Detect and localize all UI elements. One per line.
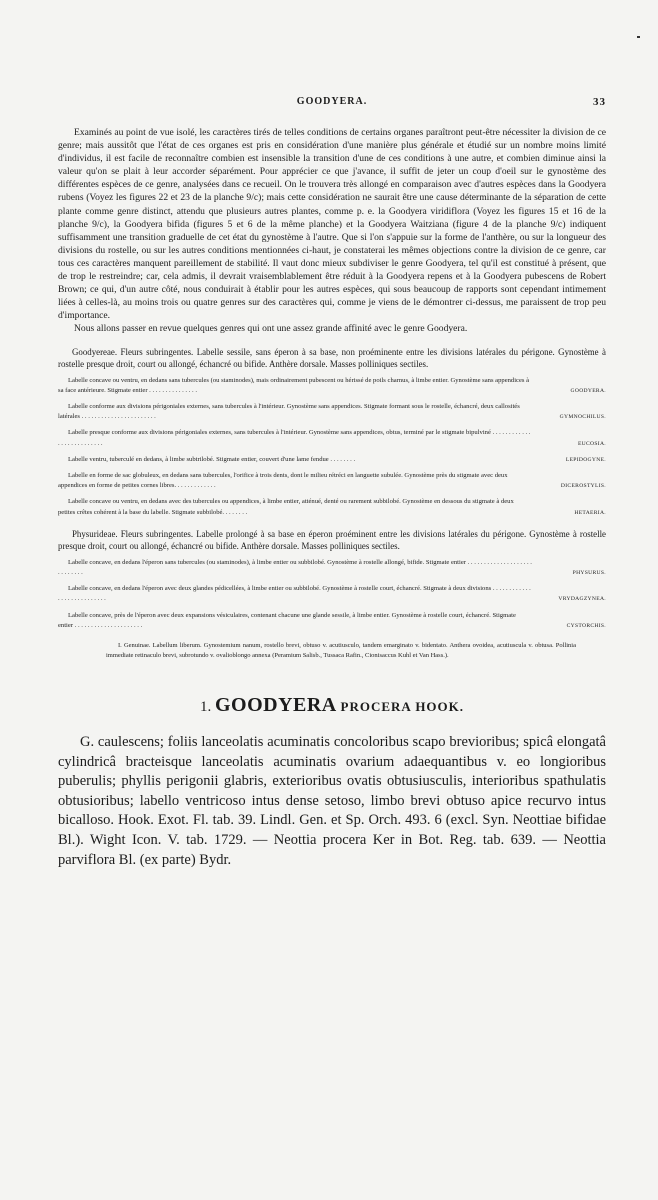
page-number: 33 xyxy=(593,96,606,108)
key-row xyxy=(58,471,606,491)
key-row-genus: EUCOSIA. xyxy=(577,440,606,447)
key-row xyxy=(58,402,606,422)
species-epithet: PROCERA HOOK. xyxy=(340,698,465,714)
key-row-text: Labelle conforme aux divisions périgoniales externes, sans tubercules à l'intérieur. Gynostème sans appendices. Stigmate formant sous le rostelle, échancré, deux callosités latérales . . . . . . . . . . . . . . . . . . . . . . . xyxy=(58,402,520,421)
key-row-text: Labelle ventru, tuberculé en dedans, à limbe subtrilobé. Stigmate entier, couvert d'une lame fendue . . . . . . . . xyxy=(68,455,356,463)
running-header xyxy=(58,96,606,112)
key-row-text: Labelle concave, en dedans l'éperon sans tubercules (ou staminodes), à limbe entier ou subbilobé. Gynostème à rostelle allongé, bifide. Stigmate entier . . . . . . . . . . . . . . . . . . . . . . . . . . . . xyxy=(58,558,532,576)
key-row-genus: GOODYERA. xyxy=(570,387,606,394)
key-row-genus: GYMNOCHILUS. xyxy=(559,414,606,421)
tribe-physurideae: Physurideae. Fleurs subringentes. Labelle prolongé à sa base en éperon proéminent entre les divisions latérales du périgone. Gynostème à rostelle presque droit, court ou allongé, échancré ou bifide. Anthère dorsale. Masses polliniques sectiles. xyxy=(58,528,606,551)
key-row xyxy=(58,558,606,578)
ink-speck xyxy=(637,36,640,38)
key-row-genus: VRYDAGZYNEA. xyxy=(558,596,606,603)
key-row xyxy=(58,428,606,448)
key-row-genus: LEPIDOGYNE. xyxy=(565,456,606,463)
intro-paragraph-2: Nous allons passer en revue quelques genres qui ont une assez grande affinité avec le genre Goodyera. xyxy=(74,323,468,335)
key-group-1 xyxy=(58,376,606,518)
key-row xyxy=(58,584,606,604)
key-row-genus: HETAERIA. xyxy=(574,509,606,516)
section-genuinae: I. Genuinae. Labellum liberum. Gynostemium nanum, rostello brevi, obtuso v. acutiusculo, tandem emarginato v. bidentato. Anthera ovoidea, acutiuscula v. obtusa. Pollinia immediate retinaculo brevi, subrotundo v. ovalioblongo annexa (Peramium Salisb., Tussaca Rafin., Cionisaccus Kuhl et Van Hass.). xyxy=(106,641,576,659)
key-row xyxy=(58,497,606,517)
tribe-goodyereae: Goodyereae. Fleurs subringentes. Labelle sessile, sans éperon à sa base, non proéminente entre les divisions latérales du périgone. Gynostème à rostelle presque droit, court ou allongé, échancré ou bifide. Anthère dorsale. Masses polliniques sectiles. xyxy=(58,346,606,369)
key-row-text: Labelle concave ou ventru, en dedans avec des tubercules ou appendices, à limbe entier, atténué, denté ou rarement subbilobé. Gynostème en dessous du stigmate à deux petites crêtes cohérent à la base du labelle. Stigmate subbilobé. . . . . . . . xyxy=(58,498,514,516)
key-row-text: Labelle presque conforme aux divisions périgoniales externes, sans tubercules à l'intérieur. Gynostème sans appendices, obtus, terminé par le stigmate bipulviné . . . . . . . . . . . . . . . . . . . . . . . . . . xyxy=(58,429,531,447)
species-genus: GOODYERA xyxy=(214,693,337,716)
key-row-text: Labelle concave ou ventru, en dedans sans tubercules (ou staminodes), mais ordinairement pubescent ou hérissé de poils charnus, à limbe entier. Gynostème sans appendices à sa face antérieure. Stigmate entier . . . . . . . . . . . . . . . xyxy=(58,376,530,394)
species-number: 1. xyxy=(199,698,212,715)
key-row-genus: CYSTORCHIS. xyxy=(566,622,606,629)
key-row-text: Labelle concave, près de l'éperon avec deux expansions vésiculaires, contenant chacune une glande sessile, à limbe entier. Gynostème à rostelle court, échancré. Stigmate entier . . . . . . . . . . . . . . . . . . . . . xyxy=(58,611,516,629)
key-row xyxy=(58,376,606,396)
key-row-genus: DICEROSTYLIS. xyxy=(560,483,606,490)
key-row xyxy=(58,611,606,631)
page xyxy=(58,96,606,870)
key-row-genus: PHYSURUS. xyxy=(572,569,606,576)
species-diagnosis: G. caulescens; foliis lanceolatis acuminatis concoloribus scapo brevioribus; spicâ elongatâ cylindricâ bracteisque lanceolatis acuminatis ovarium adaequantibus v. eo longioribus puberulis; phyllis perigonii glabris, exterioribus ovatis obtusiusculis, interioribus spathulatis obtusioribus; labello ventricoso intus dense setoso, limbo brevi obtuso apice recurvo intus bicalloso. Hook. Exot. Fl. tab. 39. Lindl. Gen. et Sp. Orch. 493. 6 (excl. Syn. Neottiae bifidae Bl.). Wight Icon. V. tab. 1729. — Neottia procera Ker in Bot. Reg. tab. 639. — Neottia parviflora Bl. (ex parte) Bydr. xyxy=(58,733,606,868)
key-group-2 xyxy=(58,558,606,631)
running-title: GOODYERA. xyxy=(296,96,368,107)
key-row xyxy=(58,455,606,465)
key-row-text: Labelle en forme de sac globuleux, en dedans sans tubercules, l'orifice à trois dents, dont le milieu rétréci en languette subulée. Gynostème près du stigmate avec deux appendices en forme de petites cornes libres. . . . . . . . . . . . . xyxy=(58,471,508,490)
key-row-text: Labelle concave, en dedans l'éperon avec deux glandes pédicellées, à limbe entier ou subbilobé. Gynostème à rostelle court, échancré. Stigmate à deux divisions . . . . . . . . . . . . . . . . . . . . . . . . . . . xyxy=(58,585,531,603)
intro-paragraph-1: Examinés au point de vue isolé, les caractères tirés de telles conditions de certains organes paraîtront peut-être nécessiter la division de ce genre; mais aussitôt que l'état de ces organes est pris en considération d'une manière plus générale et étudié sur un nombre moins limité d'individus, il est facile de reconnaître combien est insensible la transition d'une de ces conditions à une autre, et combien diminue ainsi la valeur qu'on se plait à leur accorder séparément. Pour apprécier ce que j'avance, il suffit de jeter un coup d'oeil sur le gynostème des différentes espèces de ce genre, analysées dans ce recueil. On le trouvera très allongé en comparaison avec d'autres espèces dans la Goodyera rubens (Voyez les figures 22 et 23 de la planche 9/c); mais cette considération ne saurait être une cause déterminante de la séparation de cette plante comme genre distinct, attendu que plusieurs autres plantes, comme p. e. la Goodyera viridiflora (Voyez les figures 15 et 16 de la planche 9/c), la Goodyera bifida (figures 5 et 6 de la même planche) et la Goodyera Waitziana (figure 4 de la planche 9/c) indiquent suffisamment une transition graduelle de cet état du gynostème à l'autre. Que si l'on s'appuie sur la forme de l'anthère, ou sur la longueur des divisions du rostelle, ou sur les autres conditions mentionnées ci-haut, je constaterai les mêmes objections contre la division de ce genre, car tous ces caractères manquent pareillement de stabilité. Il vaut donc mieux subdiviser le genre Goodyera, tel qu'il est constitué à présent, que de trop le restreindre; car, cela admis, il devrait vraisemblablement être réduit à la Goodyera repens et à la Goodyera pubescens de Robert Brown; ce qui, d'un autre côté, nous conduirait à établir pour les autres espèces, qui sous beaucoup de rapports sont cependant intimement liées à celles-là, au moins trois ou quatre genres sur des caractères qui, comme je viens de le démontrer ci-dessus, me paraissent de trop peu d'importance. xyxy=(58,127,606,322)
intro-text xyxy=(58,126,606,336)
species-heading xyxy=(58,695,606,717)
